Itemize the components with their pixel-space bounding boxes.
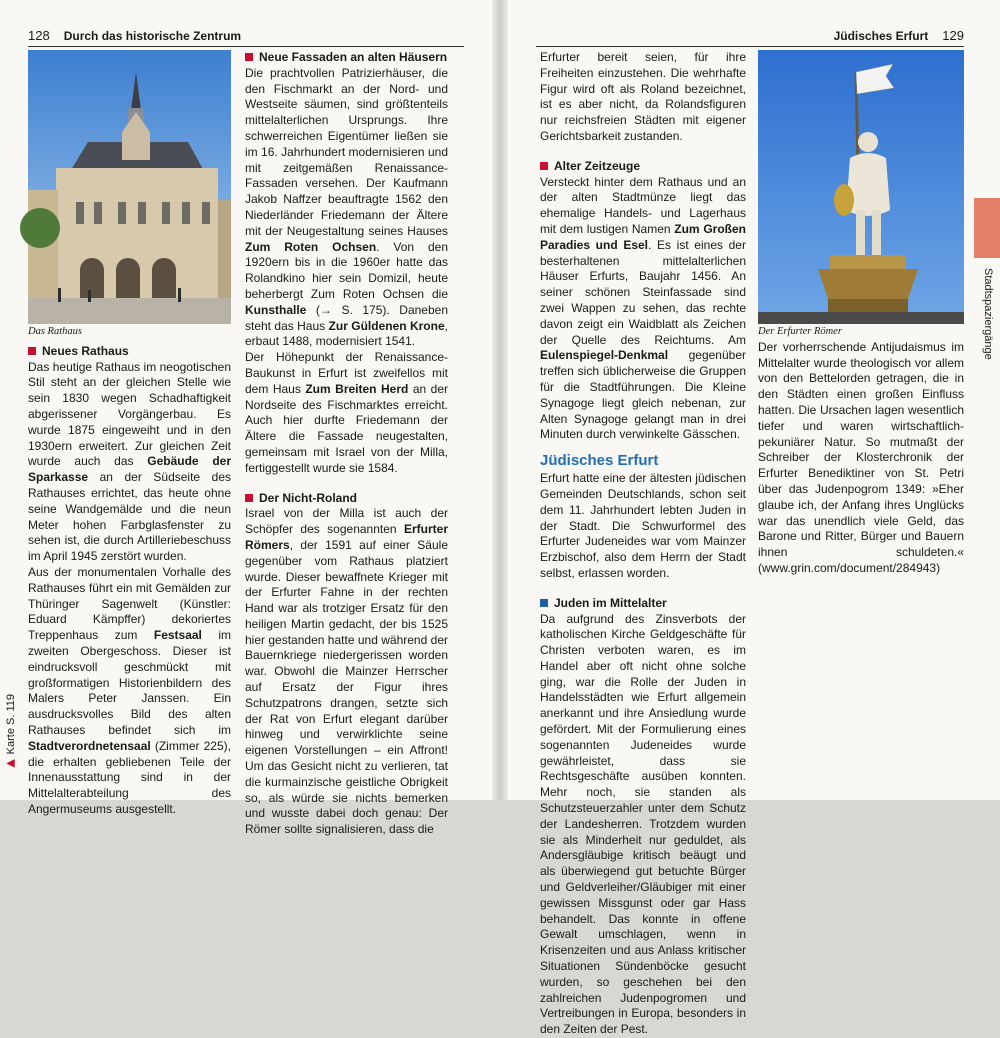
text-run: Die prachtvollen Patrizierhäuser, die den Fischmarkt an der Nord- und Westseite säumen, sind größtenteils mittelalterlichen Ursprungs. Ihre schwerreichen Eigentümer ließen sie im 16. Jahrhundert modernisieren und mit zeitgemäßen Renaissance-Fassaden versehen. Der Kaufmann Jakob Naffzer beauftragte 1562 den Niederländer Friedemann der Ältere mit der Neugestaltung seines Hauses [245,66,448,238]
chapter-side-tab[interactable] [974,198,1000,258]
text-run: (→ S. 175). Daneben steht das Haus [245,303,448,333]
red-square-icon [245,53,253,61]
mittelalter-paragraph-1: Da aufgrund des Zinsverbots der katholischen Kirche Geldgeschäfte für Christen verboten waren, es im Handel aber oft nicht ohne solche ging, war die Rolle der Juden in Handelsstädten wie Erfurt allgemein anerkannt und ihre Ansiedlung wurde gefördert. Mit der Formulierung eines sogenannten Judeneides wurde gewährleistet, dass sie Rechtsgeschäfte ausüben konnten. Mehr noch, sie standen als Schutzsteuerzahler unter dem Schutz der Landesherren. Trotzdem wurden sie als Minderheit nur geduldet, als Andersgläubige kritisch beäugt und als überwiegend gut betuchte Bürger und Geldverleiher/Gläubiger mit einer gewissen Missgunst oder gar Hass behandelt. Das konnte in offene Gewalt umschlagen, wenn in Krisenzeiten und aus Anlass kritischer Situationen Sündenböcke gesucht wurden, so geschehen bei den zahlreichen Judenpogromen und Vertreibungen in Europa, besonders in den Zeiten der Pest. [540,612,746,1038]
continued-paragraph: Erfurter bereit seien, für ihre Freiheiten einzustehen. Die wehrhafte Figur wird oft als Roland bezeichnet, ist es aber nicht, da Rolandsfiguren nur reichsfreien Städten mit eigener Gerichtsbarkeit zustanden. [540,50,746,145]
bold-term: Zum Breiten Herd [305,382,408,396]
text-run: gegenüber treffen sich üblicherweise die Gruppen für die Stadtführungen. Die Kleine Synagoge liegt gleich nebenan, zur Alten Synagoge gelangt man in drei Minuten durch verwinkelte Gässchen. [540,348,746,441]
text-run: Israel von der Milla ist auch der Schöpfer des sogenannten [245,506,448,536]
text-run: Versteckt hinter dem Rathaus und an der alten Stadtmünze liegt das ehemalige Handels- und Lagerhaus mit dem lustigen Namen [540,175,746,236]
heading-text: Neues Rathaus [42,344,129,358]
rathaus-photo [28,50,231,324]
rathaus-illustration [28,50,231,324]
text-run: (Zimmer 225), die erhalten gebliebenen Teile der Innenausstattung sind in der Mittelalterabteilung des Angermuseums ausgestellt. [28,739,231,816]
right-page [508,0,1000,800]
book-gutter [492,0,508,800]
roemer-caption: Der Erfurter Römer [758,324,964,340]
heading-text: Der Nicht-Roland [259,491,357,505]
text-run: an der Nordseite des Fischmarktes erreicht. Auch hier durfte Friedemann der Ältere die Fassade neugestalten, gemeinsam mit Israel von der Milla, fertiggestellt wurde sie 1584. [245,382,448,475]
fassaden-paragraph-2 [245,350,448,476]
rathaus-caption: Das Rathaus [28,324,231,340]
bold-term: Zum Roten Ochsen [245,240,376,254]
spacer [540,145,746,155]
bold-term: Zur Güldenen Krone [329,319,445,333]
blue-square-icon [540,599,548,607]
text-run: Aus der monumentalen Vorhalle des Rathauses führt ein mit Gemälden zur Thüringer Sagenwelt (Künstler: Eduard Kämpffer) dekoriertes Treppenhaus zum [28,565,231,642]
rathaus-paragraph-1 [28,360,231,565]
red-square-icon [28,347,36,355]
right-page-number: 129 [942,28,964,43]
text-run: , der 1591 auf einer Säule gegenüber vom Rathaus platziert wurde. Dieser bewaffnete Krieger mit der Erfurter Fahne in der rechten Hand war als trotziger Ersatz für den heiligen Martin gedacht, der bis 1525 hier gestanden hatte und während der Bauernkriege niedergerissen worden war. Obwohl die Mainzer Herrscher auf Ersatz der Figur ihres Schutzpatrons drangen, setzte sich der Rat von Erfurt elegant darüber hinweg und verwirklichte seine eigenen Vorstellungen – ein Affront! Um das Gesicht nicht zu verlieren, tat die kurmainzische geistliche Obrigkeit so, als würde sie nichts bemerken und wusste dabei doch genau: Der Römer sollte signalisieren, dass die [245,538,448,836]
heading-text: Juden im Mittelalter [554,596,667,610]
text-run: Der Höhepunkt der Renaissance-Baukunst in Erfurt ist zweifellos mit dem Haus [245,350,448,396]
text-run: im zweiten Obergeschoss. Dieser ist eindrucksvoll geschmückt mit großformatigen Historienbildern des Malers Peter Janssen. Ein ausdrucksvolles Bild des alten Rathauses befindet sich im [28,628,231,737]
map-reference[interactable] [4,694,17,770]
map-reference-text: Karte S. 119 [5,694,17,754]
right-column-1 [540,50,746,1038]
heading-alter-zeitzeuge [540,159,746,175]
spacer [245,477,448,487]
left-header-rule [28,46,464,47]
heading-neue-fassaden [245,50,448,66]
right-column-2 [758,50,964,577]
chapter-title: Jüdisches Erfurt [540,451,746,471]
bold-term: Erfurter Römers [245,522,448,552]
text-run: an der Südseite des Rathauses errichtet, das heute ohne seine Wandgemälde und die neun Meter hohen Farbglasfenster zu sehen ist, die durch Artilleriebeschuss im April 1945 zerstört wurden. [28,470,231,563]
bold-term: Zum Großen Paradies und Esel [540,222,746,252]
fassaden-paragraph-1 [245,66,448,350]
heading-text: Alter Zeitzeuge [554,159,640,173]
spacer [540,582,746,592]
left-column-1 [28,50,231,818]
heading-neues-rathaus [28,344,231,360]
left-column-2 [245,50,448,838]
roemer-illustration [758,50,964,324]
left-running-head-title: Durch das historische Zentrum [64,29,241,43]
left-page [0,0,492,800]
side-tab-label: Stadtspaziergänge [982,268,994,360]
chapter-intro: Erfurt hatte eine der ältesten jüdischen Gemeinden Deutschlands, schon seit dem 11. Jahrhundert lebten Juden in der Stadt. Die Schwurformel des Erfurter Judeneides war vom Mainzer Erzbischof, also dem Herrn der Stadt selbst, erlassen worden. [540,471,746,582]
text-run: , erbaut 1488, modernisiert 1541. [245,319,448,349]
rathaus-paragraph-2 [28,565,231,818]
left-running-head [28,27,464,45]
bold-term: Festsaal [154,628,202,642]
heading-text: Neue Fassaden an alten Häusern [259,50,447,64]
zeitzeuge-paragraph [540,175,746,444]
roland-paragraph [245,506,448,838]
left-page-number: 128 [28,28,50,43]
right-running-head [536,27,964,45]
heading-nicht-roland [245,491,448,507]
bold-term: Stadtverordnetensaal [28,739,151,753]
roemer-photo [758,50,964,324]
bold-term: Gebäude der Sparkasse [28,454,231,484]
red-square-icon [540,162,548,170]
text-run: . Von den 1920ern bis in die 1960er hatte das Rolandkino hier sein Domizil, heute beherbergt Zum Roten Ochsen die [245,240,448,301]
right-running-head-title: Jüdisches Erfurt [834,29,929,43]
text-run: . Es ist eines der besterhaltenen mittelalterlichen Häuser Erfurts, Baujahr 1456. An seiner schönen Steinfassade sind zwei Wappen zu sehen, das rechte davon zeigt ein Waidblatt als Zeichen der Quelle des Reichtums. Am [540,238,746,347]
triangle-pointer-icon: ▶ [5,757,17,770]
heading-juden-mittelalter [540,596,746,612]
mittelalter-paragraph-2: Der vorherrschende Antijudaismus im Mittelalter wurde theologisch vor allem von den Bettelorden getragen, die in den Städten einen großen Einfluss hatten. Die Ursachen lagen wesentlich tiefer und waren wirtschaftlich-pekuniärer Natur. So mutmaßt der Schreiber der Klosterchronik der Erfurter Benediktiner von St. Petri über das Judenpogrom 1349: »Eher glaube ich, der Anfang ihres Unglücks war das unendlich viele Geld, das Barone und Ritter, Bürger und Bauern ihnen schuldeten.« (www.grin.com/document/284943) [758,340,964,577]
text-run: Das heutige Rathaus im neogotischen Stil steht an der gleichen Stelle wie sein 1830 wegen Schadhaftigkeit abgerissener Vorgängerbau. Es wurde 1875 eingeweiht und in den 1930ern erweitert. Zur gleichen Zeit wurde auch das [28,360,231,469]
right-header-rule [536,46,964,47]
bold-term: Kunsthalle [245,303,306,317]
red-square-icon [245,494,253,502]
bold-term: Eulenspiegel-Denkmal [540,348,668,362]
